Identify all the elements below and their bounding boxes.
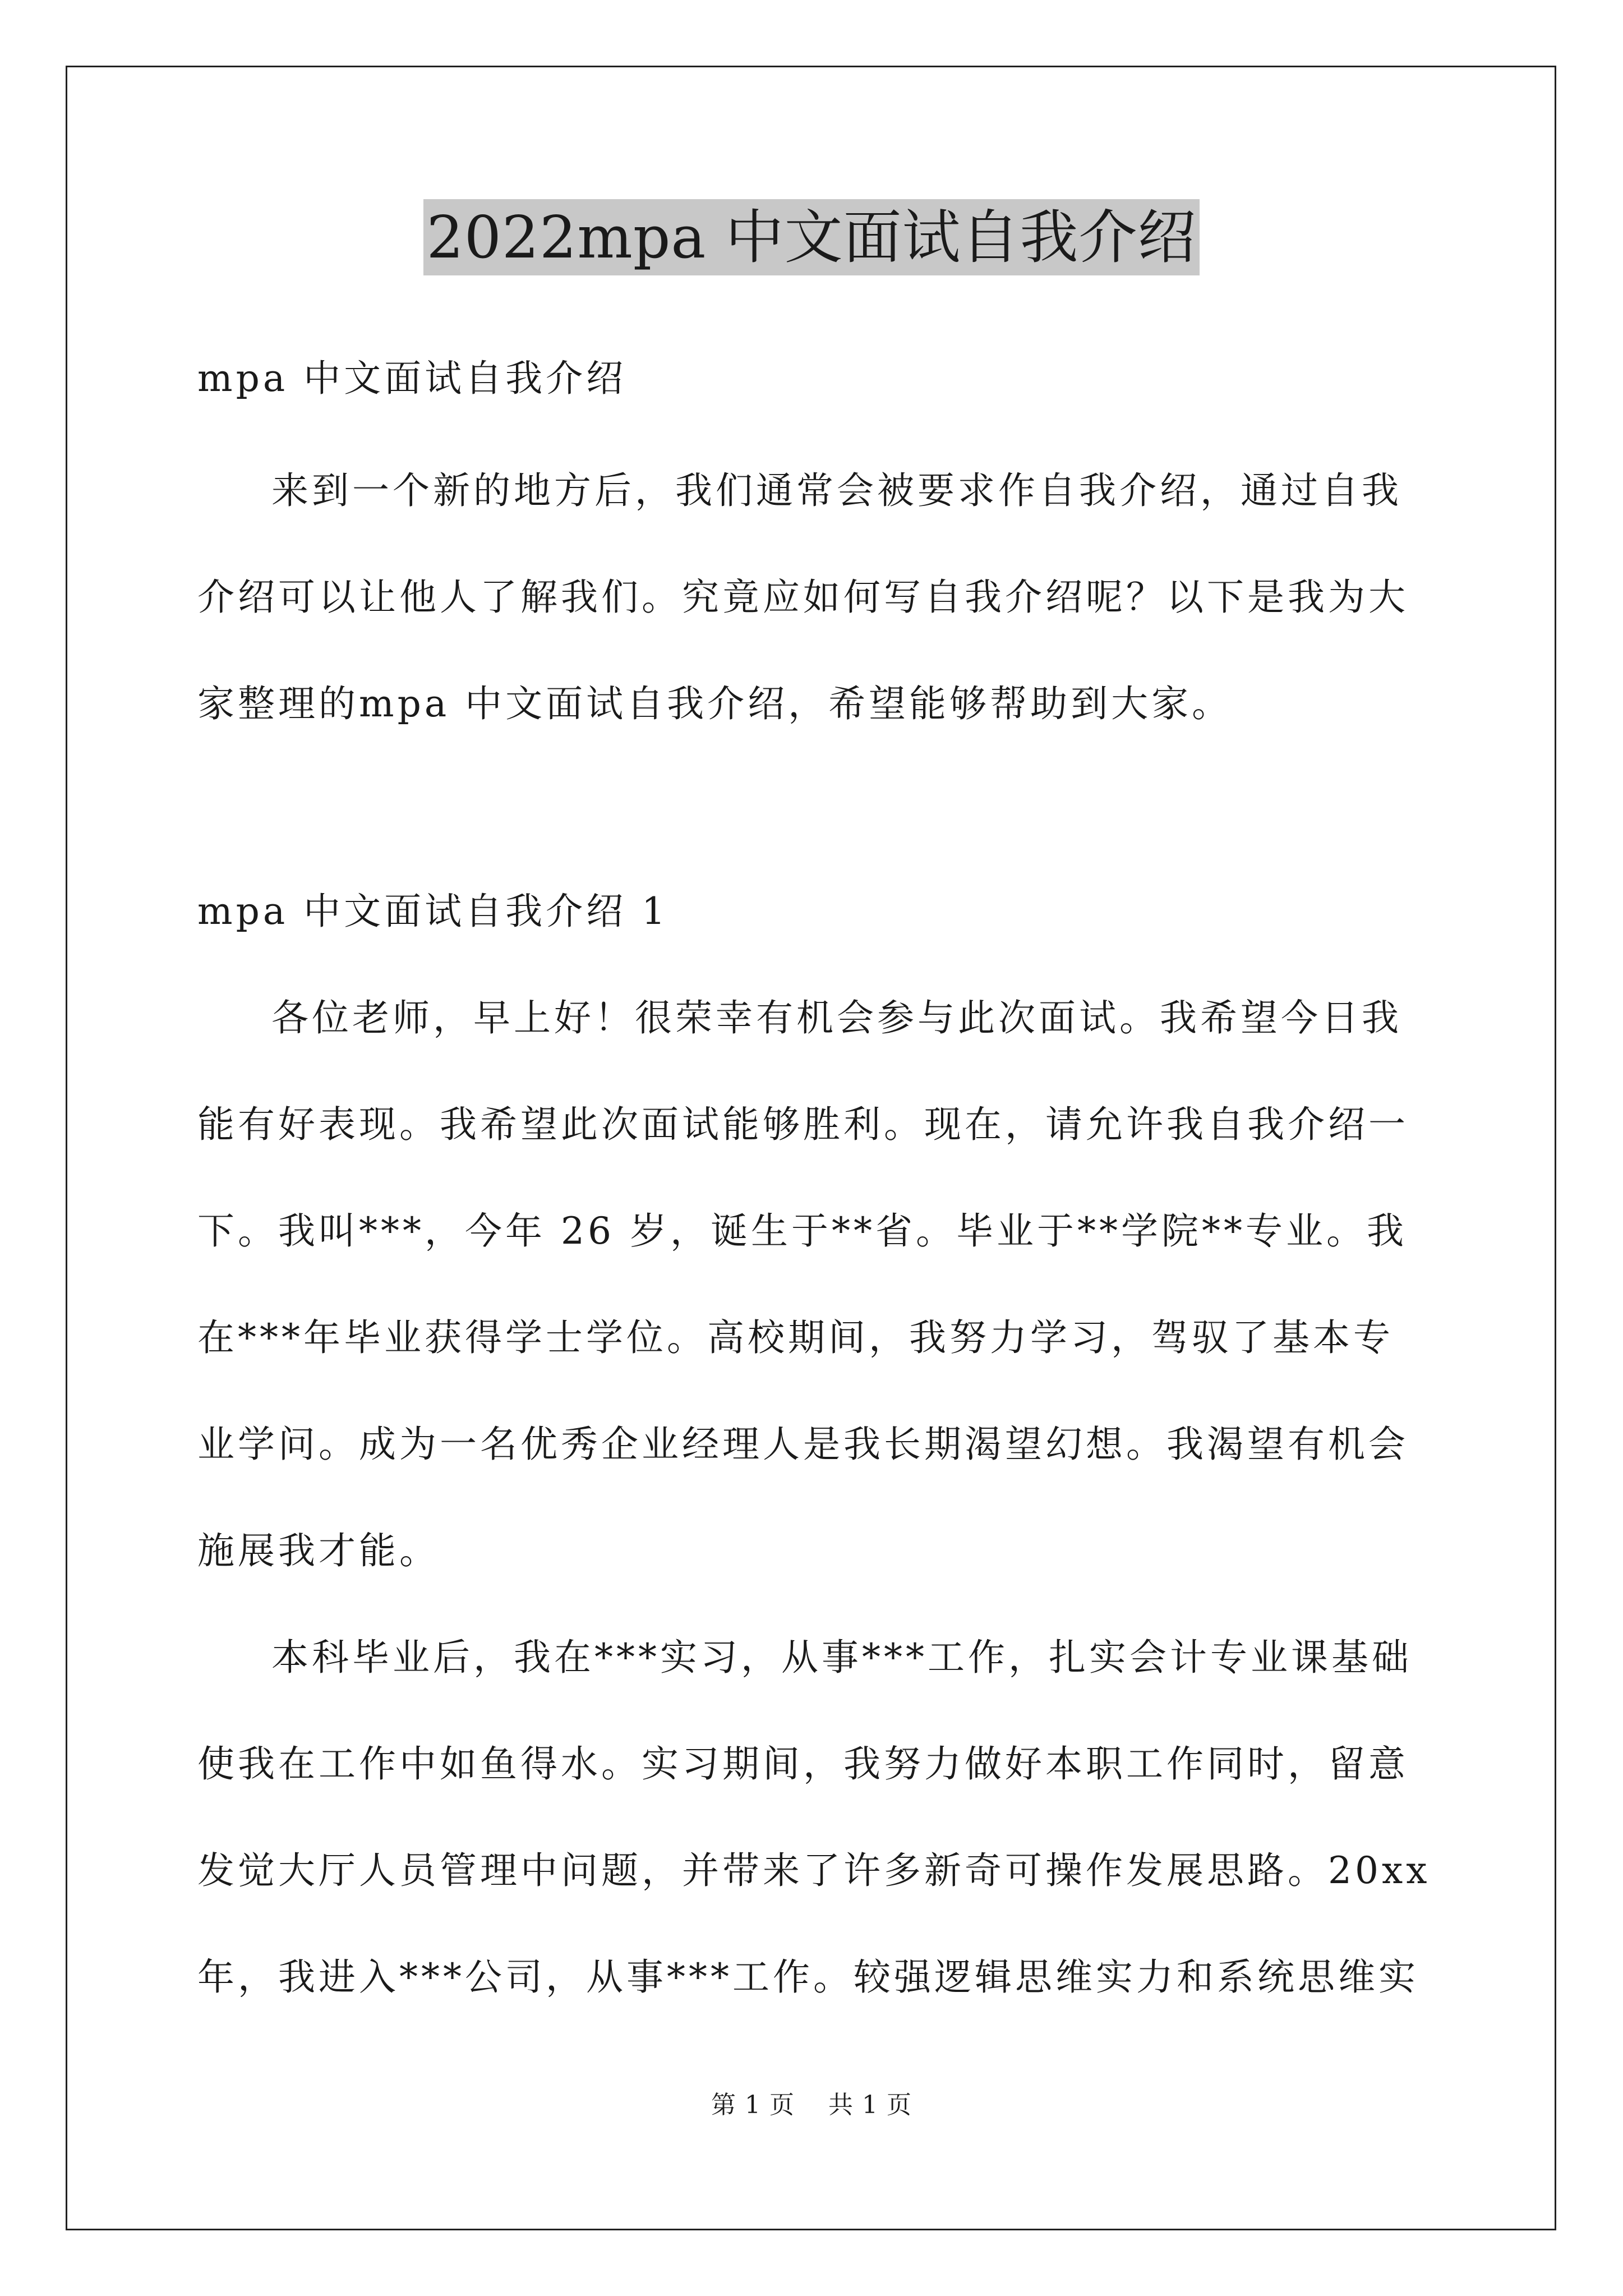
section1-paragraph-1: 各位老师，早上好！很荣幸有机会参与此次面试。我希望今日我能有好表现。我希望此次面试能够胜利。现在，请允许我自我介绍一下。我叫***，今年 26 岁，诞生于**省。毕业于**学院**专业。我在***年毕业获得学士学位。高校期间，我努力学习，驾驭了基本专业学问。成为一名优秀企业经理人是我长期渴望幻想。我渴望有机会施展我才能。 <box>197 996 1409 1572</box>
document-title: 2022mpa 中文面试自我介绍 <box>423 199 1200 275</box>
section1-paragraph-2: 本科毕业后，我在***实习，从事***工作，扎实会计专业课基础使我在工作中如鱼得水。实习期间，我努力做好本职工作同时，留意发觉大厅人员管理中问题，并带来了许多新奇可操作发展思路。20xx年，我进入***公司，从事***工作。较强逻辑思维实力和系统思维实 <box>197 1636 1431 1999</box>
section-heading: mpa 中文面试自我介绍 1 <box>197 890 669 933</box>
intro-paragraph: 来到一个新的地方后，我们通常会被要求作自我介绍，通过自我介绍可以让他人了解我们。究竟应如何写自我介绍呢？以下是我为大家整理的mpa 中文面试自我介绍，希望能够帮助到大家。 <box>197 469 1409 725</box>
section1-body <box>197 965 1431 2031</box>
document-subtitle: mpa 中文面试自我介绍 <box>197 357 627 400</box>
title-container <box>0 199 1623 275</box>
intro-paragraph-block <box>197 438 1431 757</box>
page-footer: 第 1 页 共 1 页 <box>711 2091 912 2119</box>
